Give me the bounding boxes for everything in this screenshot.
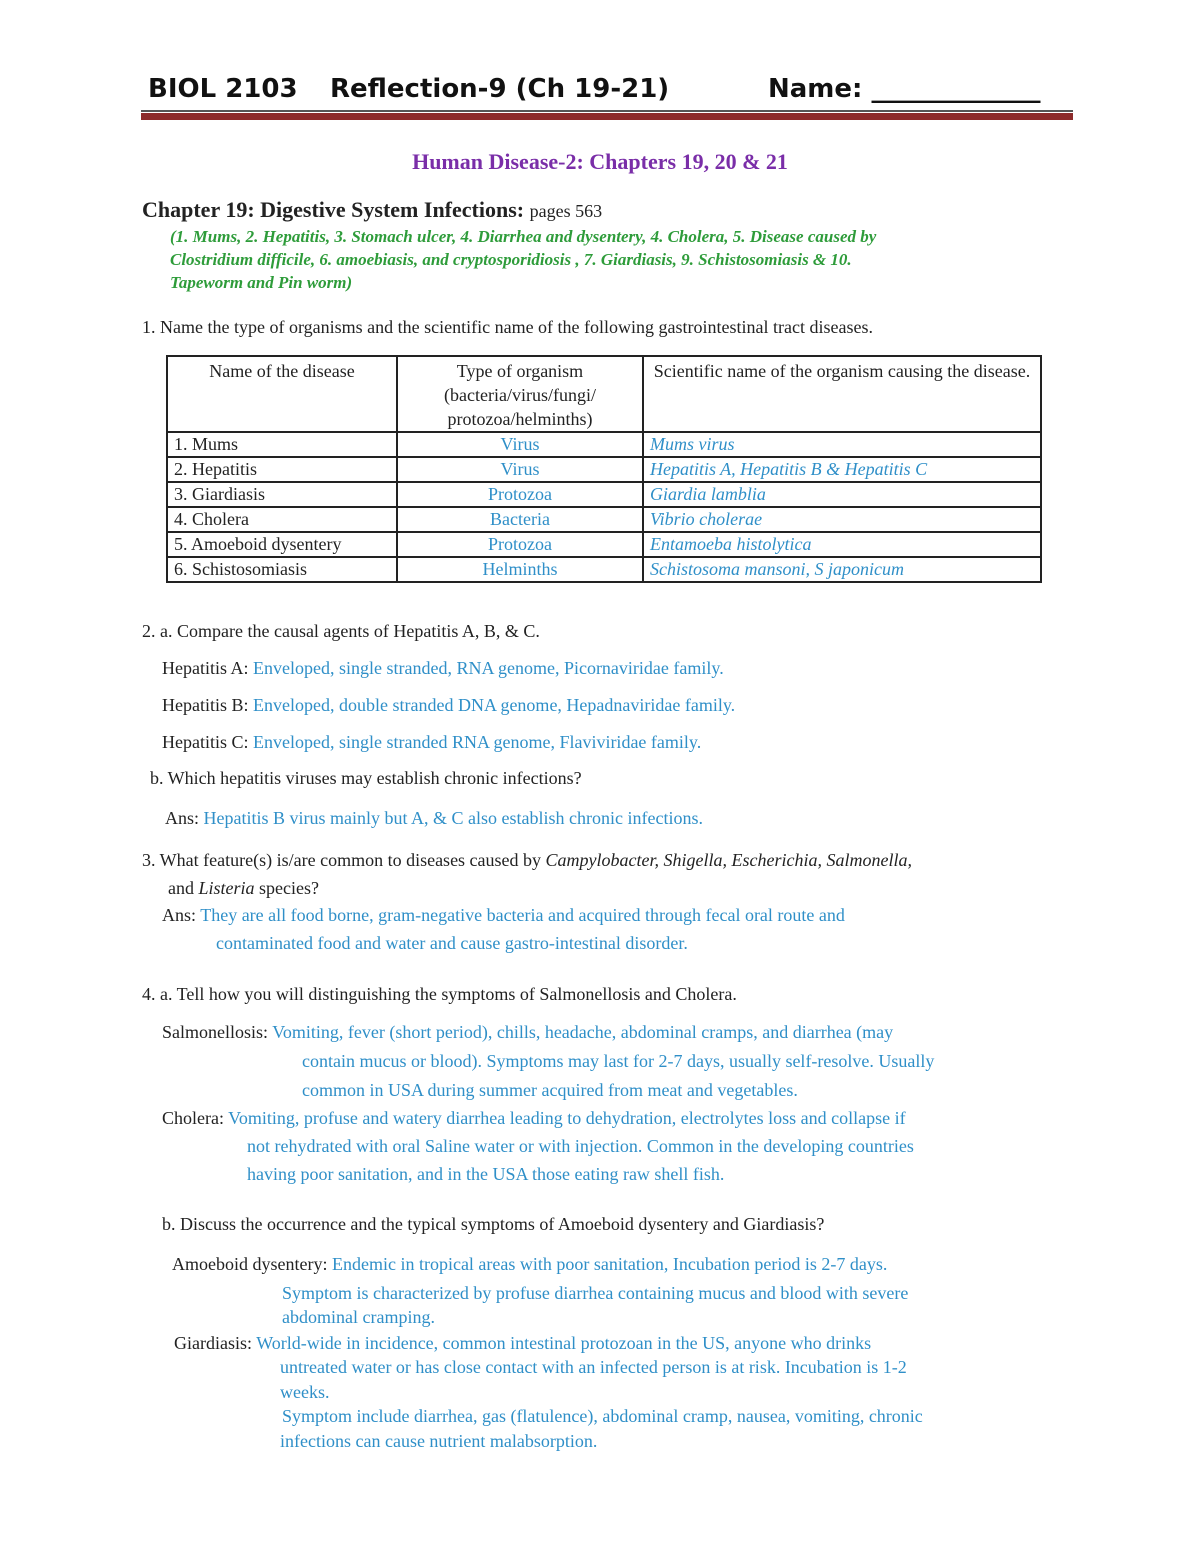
answer-label: Ans:	[162, 905, 197, 925]
cholera-answer	[162, 1108, 906, 1129]
scientific-name-cell: Entamoeba histolytica	[643, 532, 1041, 557]
hepatitis-a-label: Hepatitis A:	[162, 658, 249, 678]
hepatitis-b-text: Enveloped, double stranded DNA genome, Hepadnaviridae family.	[253, 695, 736, 715]
question-1: 1. Name the type of organisms and the scientific name of the following gastrointestinal tract diseases.	[142, 317, 873, 337]
salmonellosis-answer	[162, 1022, 893, 1043]
table-row	[167, 482, 1041, 507]
salmonellosis-label: Salmonellosis:	[162, 1022, 269, 1042]
table-row	[167, 432, 1041, 457]
table-row	[167, 532, 1041, 557]
course-code: BIOL 2103	[148, 74, 298, 104]
scientific-name-cell: Giardia lamblia	[643, 482, 1041, 507]
disease-cell: 5. Amoeboid dysentery	[167, 532, 397, 557]
giardiasis-text-line: weeks.	[280, 1382, 330, 1402]
table-header-cell: Type of organism (bacteria/virus/fungi/ protozoa/helminths)	[397, 356, 643, 432]
disease-cell: 2. Hepatitis	[167, 457, 397, 482]
hepatitis-b-answer	[162, 695, 735, 716]
cholera-label: Cholera:	[162, 1108, 224, 1128]
chapter-topics	[170, 225, 1030, 294]
organism-type-cell: Helminths	[397, 557, 643, 582]
question-3-listeria: Listeria	[198, 878, 255, 898]
question-3-and: and	[168, 878, 194, 898]
hepatitis-c-answer	[162, 732, 701, 753]
salmonellosis-text-line: common in USA during summer acquired from meat and vegetables.	[302, 1080, 798, 1100]
topics-line: (1. Mums, 2. Hepatitis, 3. Stomach ulcer, 4. Diarrhea and dysentery, 4. Cholera, 5. Disease caused by	[170, 227, 877, 246]
table-header-cell: Name of the disease	[167, 356, 397, 432]
amoeboid-answer	[172, 1254, 887, 1275]
question-2b: b. Which hepatitis viruses may establish chronic infections?	[150, 768, 582, 788]
hepatitis-c-text: Enveloped, single stranded RNA genome, Flaviviridae family.	[253, 732, 702, 752]
answer-text: Hepatitis B virus mainly but A, & C also establish chronic infections.	[203, 808, 703, 828]
amoeboid-label: Amoeboid dysentery:	[172, 1254, 328, 1274]
amoeboid-text-line: abdominal cramping.	[282, 1307, 435, 1327]
question-4b: b. Discuss the occurrence and the typical symptoms of Amoeboid dysentery and Giardiasis?	[162, 1214, 825, 1234]
cholera-text-line: having poor sanitation, and in the USA those eating raw shell fish.	[247, 1164, 725, 1184]
table-row	[167, 507, 1041, 532]
question-3-text: 3. What feature(s) is/are common to diseases caused by	[142, 850, 542, 870]
giardiasis-label: Giardiasis:	[174, 1333, 252, 1353]
scientific-name-cell: Mums virus	[643, 432, 1041, 457]
hepatitis-a-text: Enveloped, single stranded, RNA genome, Picornaviridae family.	[253, 658, 724, 678]
salmonellosis-text: Vomiting, fever (short period), chills, headache, abdominal cramps, and diarrhea (may	[272, 1022, 894, 1042]
organism-type-cell: Bacteria	[397, 507, 643, 532]
reflection-title: Reflection-9 (Ch 19-21)	[330, 74, 670, 104]
disease-cell: 6. Schistosomiasis	[167, 557, 397, 582]
cholera-text-line: not rehydrated with oral Saline water or with injection. Common in the developing countries	[247, 1136, 914, 1156]
hepatitis-b-label: Hepatitis B:	[162, 695, 249, 715]
organism-type-cell: Virus	[397, 457, 643, 482]
disease-cell: 3. Giardiasis	[167, 482, 397, 507]
page-title: Human Disease-2: Chapters 19, 20 & 21	[412, 149, 788, 174]
chapter-heading	[142, 197, 602, 223]
giardiasis-text-line: Symptom include diarrhea, gas (flatulence), abdominal cramp, nausea, vomiting, chronic	[282, 1406, 923, 1426]
name-field-label: Name: _____________	[768, 74, 1041, 104]
chapter-heading-text: Chapter 19: Digestive System Infections:	[142, 197, 525, 222]
question-4a: 4. a. Tell how you will distinguishing the symptoms of Salmonellosis and Cholera.	[142, 984, 737, 1004]
table-row	[167, 557, 1041, 582]
organism-type-cell: Virus	[397, 432, 643, 457]
topics-line: Tapeworm and Pin worm)	[170, 273, 353, 292]
disease-table	[166, 355, 1042, 583]
amoeboid-text-line: Symptom is characterized by profuse diarrhea containing mucus and blood with severe	[282, 1283, 909, 1303]
giardiasis-text: World-wide in incidence, common intestinal protozoan in the US, anyone who drinks	[256, 1333, 872, 1353]
organism-type-cell: Protozoa	[397, 532, 643, 557]
answer-text: They are all food borne, gram-negative bacteria and acquired through fecal oral route and	[200, 905, 845, 925]
question-2b-answer	[165, 808, 703, 829]
question-3	[142, 850, 912, 871]
answer-text-line2: contaminated food and water and cause gastro-intestinal disorder.	[216, 933, 688, 953]
header-rule-thin	[141, 110, 1073, 112]
salmonellosis-text-line: contain mucus or blood). Symptoms may last for 2-7 days, usually self-resolve. Usually	[302, 1051, 935, 1071]
giardiasis-answer	[174, 1333, 871, 1354]
table-header-row	[167, 356, 1041, 432]
scientific-name-cell: Schistosoma mansoni, S japonicum	[643, 557, 1041, 582]
amoeboid-text: Endemic in tropical areas with poor sanitation, Incubation period is 2-7 days.	[331, 1254, 888, 1274]
question-3-species-word: species?	[259, 878, 319, 898]
scientific-name-cell: Hepatitis A, Hepatitis B & Hepatitis C	[643, 457, 1041, 482]
question-3-species: Campylobacter, Shigella, Escherichia, Salmonella,	[545, 850, 912, 870]
cholera-text: Vomiting, profuse and watery diarrhea leading to dehydration, electrolytes loss and collapse if	[228, 1108, 906, 1128]
question-3-answer	[162, 905, 845, 926]
hepatitis-c-label: Hepatitis C:	[162, 732, 249, 752]
organism-type-cell: Protozoa	[397, 482, 643, 507]
hepatitis-a-answer	[162, 658, 724, 679]
question-2a: 2. a. Compare the causal agents of Hepatitis A, B, & C.	[142, 621, 540, 641]
chapter-pages: pages 563	[529, 201, 603, 221]
disease-cell: 4. Cholera	[167, 507, 397, 532]
giardiasis-text-line: untreated water or has close contact with an infected person is at risk. Incubation is 1-2	[280, 1357, 907, 1377]
question-3-line2	[168, 878, 319, 899]
answer-label: Ans:	[165, 808, 200, 828]
topics-line: Clostridium difficile, 6. amoebiasis, and cryptosporidiosis , 7. Giardiasis, 9. Schistosomiasis & 10.	[170, 250, 852, 269]
disease-cell: 1. Mums	[167, 432, 397, 457]
table-row	[167, 457, 1041, 482]
giardiasis-text-line: infections can cause nutrient malabsorption.	[280, 1431, 598, 1451]
scientific-name-cell: Vibrio cholerae	[643, 507, 1041, 532]
table-header-cell: Scientific name of the organism causing the disease.	[643, 356, 1041, 432]
header-rule	[141, 113, 1073, 120]
